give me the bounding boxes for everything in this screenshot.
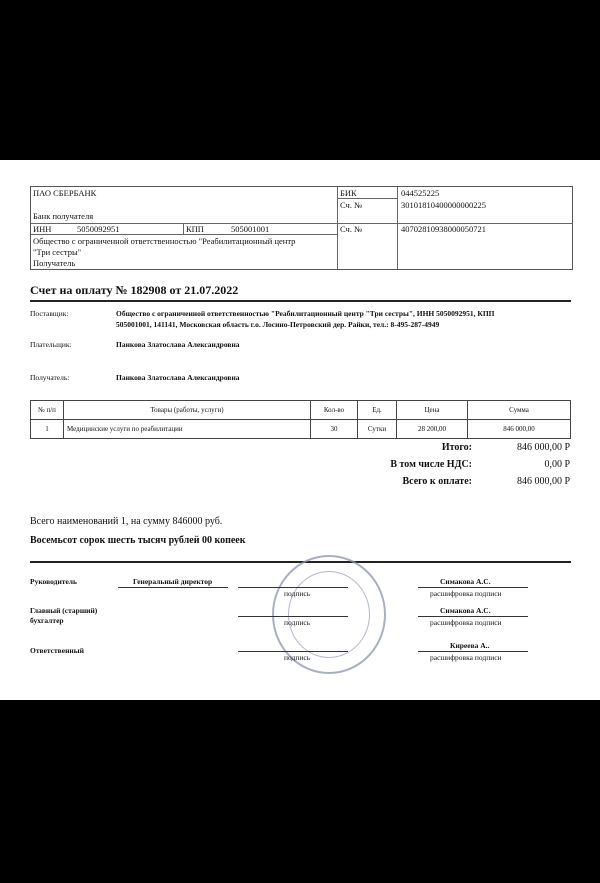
supplier-line2: 505001001, 141141, Московская область г.о. Лосино-Петровский дер. Райки, тел.: 8-495-287-4949: [116, 320, 440, 329]
head-name: Симакова А.С.: [440, 577, 491, 586]
col-header: Ед.: [358, 401, 397, 420]
recipient-label: Получатель: [33, 258, 76, 268]
col-header: Товары (работы, услуги): [64, 401, 311, 420]
receiver-label: Получатель:: [30, 373, 70, 382]
vat-label: В том числе НДС:: [390, 459, 472, 470]
summary-count: Всего наименований 1, на сумму 846000 руб.: [30, 516, 223, 527]
cell-number: 1: [31, 420, 64, 439]
corr-account-label: Сч. №: [340, 200, 363, 210]
cell-unit: Сутки: [358, 420, 397, 439]
supplier-line1: Общество с ограниченной ответственностью "Реабилитационный центр "Три сестры", ИНН 5050092951, КПП: [116, 309, 495, 318]
recipient-name-line2: "Три сестры": [33, 247, 82, 257]
summary-words: Восемьсот сорок шесть тысяч рублей 00 копеек: [30, 535, 246, 546]
pay-label: Всего к оплате:: [402, 476, 472, 487]
bank-name: ПАО СБЕРБАНК: [33, 188, 97, 198]
bik-label: БИК: [340, 188, 357, 198]
col-header: Сумма: [468, 401, 571, 420]
accountant-label-line2: бухгалтер: [30, 616, 64, 625]
recipient-name-line1: Общество с ограниченной ответственностью "Реабилитационный центр: [33, 236, 296, 246]
accountant-label-line1: Главный (старший): [30, 606, 98, 615]
account-value: 40702810938000050721: [401, 224, 486, 234]
accountant-signature-caption: подпись: [284, 618, 311, 627]
kpp-value: 505001001: [231, 224, 270, 234]
pay-value: 846 000,00 Р: [516, 476, 570, 487]
cell-service: Медицинские услуги по реабилитации: [64, 420, 311, 439]
cell-quantity: 30: [311, 420, 358, 439]
responsible-decode-caption: расшифровка подписи: [430, 653, 502, 662]
invoice-title: Счет на оплату № 182908 от 21.07.2022: [30, 283, 239, 297]
head-decode-caption: расшифровка подписи: [430, 589, 502, 598]
bank-details-box: [30, 186, 573, 270]
inn-value: 5050092951: [77, 224, 120, 234]
head-signature-caption: подпись: [284, 589, 311, 598]
col-header: Цена: [397, 401, 468, 420]
kpp-label: КПП: [186, 224, 204, 234]
accountant-name: Симакова А.С.: [440, 606, 491, 615]
table-row: [31, 420, 571, 439]
col-header: Кол-во: [311, 401, 358, 420]
head-position: Генеральный директор: [133, 577, 213, 586]
responsible-name: Киреева А..: [450, 641, 490, 650]
inn-label: ИНН: [33, 224, 52, 234]
head-label: Руководитель: [30, 577, 77, 586]
accountant-decode-caption: расшифровка подписи: [430, 618, 502, 627]
recipient-bank-label: Банк получателя: [33, 211, 94, 221]
supplier-label: Поставщик:: [30, 309, 69, 318]
responsible-label: Ответственный: [30, 646, 84, 655]
receiver-name: Панкова Златослава Александровна: [116, 373, 240, 382]
responsible-signature-caption: подпись: [284, 653, 311, 662]
account-label: Сч. №: [340, 224, 363, 234]
table-header-row: [31, 401, 571, 420]
corr-account-value: 30101810400000000225: [401, 200, 486, 210]
vat-value: 0,00 Р: [544, 459, 570, 470]
payer-label: Плательщик:: [30, 340, 72, 349]
goods-table: [30, 400, 571, 439]
col-header: № п/п: [31, 401, 64, 420]
payer-name: Панкова Златослава Александровна: [116, 340, 240, 349]
invoice-page: [0, 160, 600, 700]
total-value: 846 000,00 Р: [516, 442, 570, 453]
cell-sum: 846 000,00: [468, 420, 571, 439]
bik-value: 044525225: [401, 188, 440, 198]
cell-price: 28 200,00: [397, 420, 468, 439]
total-label: Итого:: [441, 442, 472, 453]
